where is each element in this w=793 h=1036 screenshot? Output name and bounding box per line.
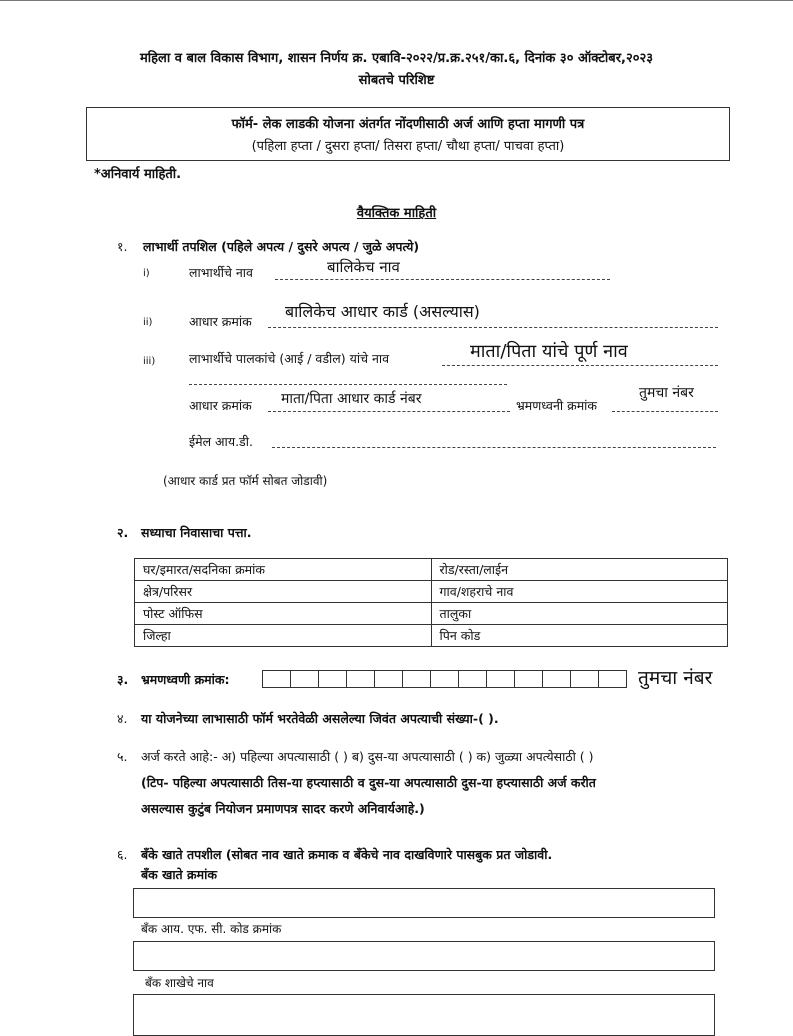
section-heading: वैयक्तिक माहिती: [356, 206, 437, 221]
bank-account-label: बँक खाते क्रमांक: [141, 867, 217, 882]
item-iii-marker: iii): [143, 356, 156, 367]
form-title: फॉर्म- लेक लाडकी योजना अंतर्गत नोंदणीसाठी अर्ज आणि हप्ता मागणी पत्र: [231, 117, 585, 132]
address-district-cell[interactable]: जिल्हा: [135, 625, 432, 647]
mobile-number-label: भ्रमणध्वणी क्रमांक:: [141, 672, 230, 687]
government-order-line: महिला व बाल विकास विभाग, शासन निर्णय क्र. एबावि-२०२२/प्र.क्र.२५१/का.६, दिनांक ३० ऑक्टोबर,२०२३: [140, 51, 653, 66]
applying-for-text: अर्ज करते आहे:- अ) पहिल्या अपत्यासाठी ( ) ब) दुस-या अपत्यासाठी ( ) क) जुळ्या अपत्येसाठी ( ): [141, 749, 594, 764]
section-1-title: लाभार्थी तपशिल (पहिले अपत्य / दुसरे अपत्य / जुळे अपत्ये): [143, 239, 420, 254]
bank-account-input[interactable]: [133, 888, 715, 918]
bank-details-title: बँके खाते तपशील (सोबत नाव खाते क्रमाक व बँकेचे नाव दाखविणारे पासबुक प्रत जोडावी.: [141, 847, 553, 862]
mandatory-note: *अनिवार्य माहिती.: [94, 167, 182, 182]
branch-name-label: बँक शाखेचे नाव: [145, 976, 214, 990]
item-i-marker: i): [143, 268, 150, 279]
parent-mobile-label: भ्रमणध्वनी क्रमांक: [516, 398, 598, 413]
address-road-cell[interactable]: रोड/रस्ता/लाईन: [431, 559, 728, 581]
section-6-number: ६.: [117, 847, 128, 862]
email-line[interactable]: [272, 447, 716, 448]
table-row: [135, 581, 728, 603]
section-2-number: २.: [117, 525, 129, 540]
form-subtitle: (पहिला हप्ता / दुसरा हप्ता/ तिसरा हप्ता/ चौथा हप्ता/ पाचवा हप्ता): [251, 139, 565, 154]
address-taluka-cell[interactable]: तालुका: [431, 603, 728, 625]
email-label: ईमेल आय.डी.: [189, 434, 253, 449]
address-village-cell[interactable]: गाव/शहराचे नाव: [431, 581, 728, 603]
parent-aadhar-value[interactable]: माता/पिता आधार कार्ड नंबर: [281, 391, 422, 407]
section-3-number: ३.: [117, 672, 129, 687]
parent-mobile-value[interactable]: तुमचा नंबर: [639, 385, 694, 401]
aadhar-label: आधार क्रमांक: [189, 314, 252, 329]
beneficiary-name-value[interactable]: बालिकेच नाव: [327, 258, 400, 276]
parent-aadhar-line: [268, 411, 510, 412]
aadhar-value[interactable]: बालिकेच आधार कार्ड (असल्यास): [285, 302, 480, 321]
section-5-number: ५.: [117, 749, 128, 764]
family-planning-note-2: असल्यास कुटुंब नियोजन प्रमाणपत्र सादर करणे अनिवार्यआहे.): [141, 801, 425, 816]
section-4-number: ४.: [117, 711, 128, 726]
parent-name-line: [442, 365, 718, 366]
top-border-line: [0, 0, 793, 1]
address-table: [134, 558, 728, 647]
mobile-number-value[interactable]: तुमचा नंबर: [638, 667, 713, 689]
section-1-number: १.: [117, 239, 128, 254]
ifsc-label: बँक आय. एफ. सी. कोड क्रमांक: [141, 922, 282, 936]
section-2-title: सध्याचा निवासाचा पत्ता.: [141, 525, 252, 540]
beneficiary-name-label: लाभार्थीचे नाव: [189, 265, 253, 280]
table-row: [135, 559, 728, 581]
address-post-office-cell[interactable]: पोस्ट ऑफिस: [135, 603, 432, 625]
address-area-cell[interactable]: क्षेत्र/परिसर: [135, 581, 432, 603]
parent-name-line-2: [189, 384, 507, 385]
family-planning-note-1: (टिप- पहिल्या अपत्यासाठी तिस-या हप्त्यासाठी व दुस-या अपत्यासाठी दुस-या हप्त्यासाठी अर्ज करीत: [141, 775, 596, 790]
aadhar-attach-note: (आधार कार्ड प्रत फॉर्म सोबत जोडावी): [163, 474, 328, 488]
table-row: [135, 625, 728, 647]
form-title-box: [86, 107, 730, 161]
annexure-line: सोबतचे परिशिष्ट: [358, 73, 435, 88]
living-children-count: या योजनेच्या लाभासाठी फॉर्म भरतेवेळी असलेल्या जिवंत अपत्याची संख्या-( ).: [141, 711, 499, 726]
address-pincode-cell[interactable]: पिन कोड: [431, 625, 728, 647]
item-ii-marker: ii): [143, 317, 153, 328]
aadhar-line: [268, 327, 718, 328]
parent-mobile-line: [612, 411, 718, 412]
address-house-cell[interactable]: घर/इमारत/सदनिका क्रमांक: [135, 559, 432, 581]
mobile-number-boxes[interactable]: [262, 670, 627, 688]
branch-name-input[interactable]: [133, 994, 715, 1036]
parent-aadhar-label: आधार क्रमांक: [189, 398, 252, 413]
table-row: [135, 603, 728, 625]
parent-name-label: लाभार्थीचे पालकांचे (आई / वडील) यांचे नाव: [189, 351, 390, 366]
beneficiary-name-line: [275, 279, 610, 280]
parent-name-value[interactable]: माता/पिता यांचे पूर्ण नाव: [470, 341, 628, 362]
ifsc-input[interactable]: [133, 941, 715, 971]
